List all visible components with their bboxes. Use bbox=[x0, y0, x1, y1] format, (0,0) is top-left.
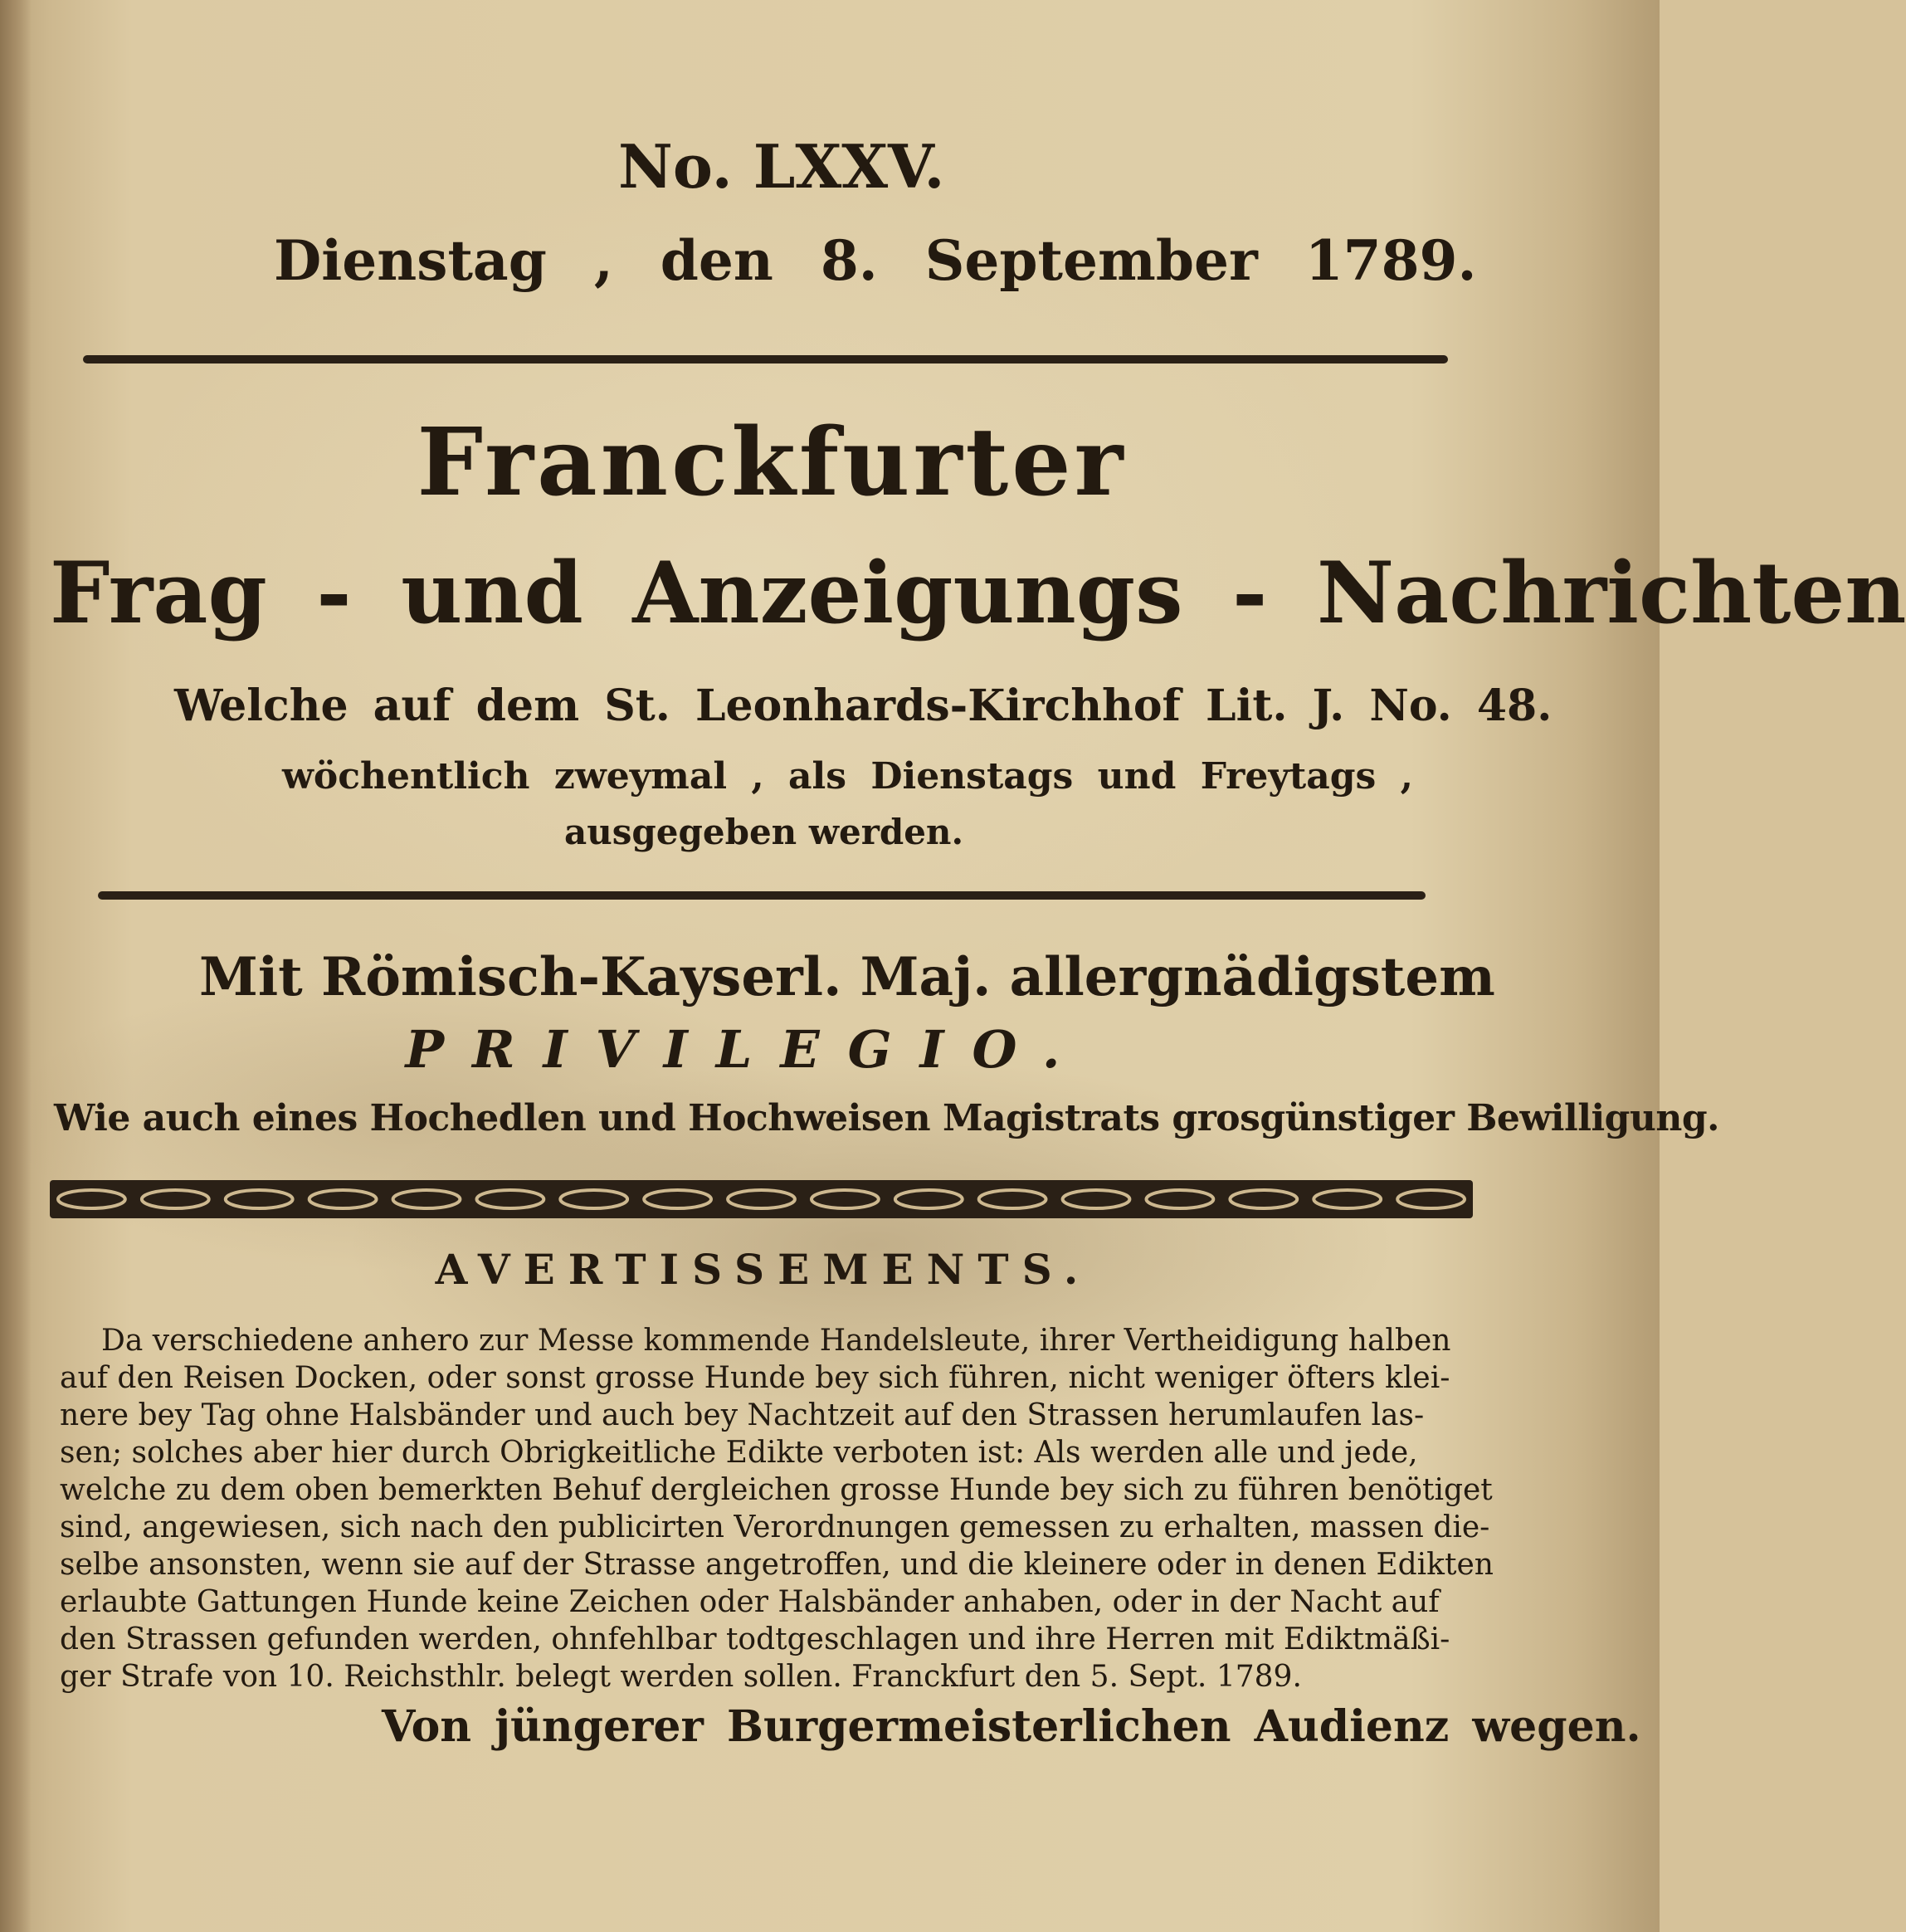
publication-note: ausgegeben werden. bbox=[564, 812, 964, 852]
page-gutter-shadow bbox=[0, 0, 32, 1932]
imperial-privilege-line: Mit Römisch-Kayserl. Maj. allergnädigstem bbox=[199, 946, 1495, 1008]
header-divider bbox=[83, 355, 1448, 363]
signature-line: Von jüngerer Burgermeisterlichen Audienz wegen. bbox=[382, 1701, 1641, 1752]
privilegio-heading: PRIVILEGIO. bbox=[405, 1019, 1089, 1080]
magistrate-approval-line: Wie auch eines Hochedlen und Hochweisen Magistrats grosgünstiger Bewilligung. bbox=[54, 1097, 1719, 1139]
masthead-subtitle: Frag - und Anzeigungs - Nachrichten bbox=[50, 544, 1906, 643]
paragraph-line: den Strassen gefunden werden, ohnfehlbar todtgeschlagen und ihre Herren mit Ediktmäßi- bbox=[60, 1622, 1450, 1656]
paragraph-line: ger Strafe von 10. Reichsthlr. belegt werden sollen. Franckfurt den 5. Sept. 1789. bbox=[60, 1660, 1302, 1694]
paragraph-line: nere bey Tag ohne Halsbänder und auch bey Nachtzeit auf den Strassen herumlaufen las- bbox=[60, 1398, 1425, 1432]
issue-date: Dienstag , den 8. September 1789. bbox=[274, 228, 1477, 293]
issue-number: No. LXXV. bbox=[618, 131, 945, 202]
masthead-divider bbox=[98, 891, 1426, 900]
ornamental-border bbox=[50, 1177, 1473, 1222]
section-heading: AVERTISSEMENTS. bbox=[435, 1245, 1092, 1294]
masthead-title: Franckfurter bbox=[417, 408, 1127, 517]
paragraph-line: welche zu dem oben bemerkten Behuf dergleichen grosse Hunde bey sich zu führen benötiget bbox=[60, 1473, 1493, 1507]
paragraph-line: auf den Reisen Docken, oder sonst grosse Hunde bey sich führen, nicht weniger öfters klei- bbox=[60, 1361, 1450, 1395]
paragraph-line: erlaubte Gattungen Hunde keine Zeichen oder Halsbänder anhaben, oder in der Nacht auf bbox=[60, 1585, 1440, 1619]
paragraph-line: Da verschiedene anhero zur Messe kommende Handelsleute, ihrer Vertheidigung halben bbox=[101, 1324, 1451, 1358]
publisher-address: Welche auf dem St. Leonhards-Kirchhof Lit. J. No. 48. bbox=[174, 681, 1553, 731]
paragraph-line: sen; solches aber hier durch Obrigkeitliche Edikte verboten ist: Als werden alle und jede, bbox=[60, 1436, 1418, 1470]
ornament-band bbox=[50, 1180, 1473, 1218]
publication-schedule: wöchentlich zweymal , als Dienstags und Freytags , bbox=[282, 755, 1413, 798]
paragraph-line: sind, angewiesen, sich nach den publicirten Verordnungen gemessen zu erhalten, massen die- bbox=[60, 1510, 1490, 1544]
paragraph-line: selbe ansonsten, wenn sie auf der Strasse angetroffen, und die kleinere oder in denen Edikten bbox=[60, 1548, 1494, 1582]
